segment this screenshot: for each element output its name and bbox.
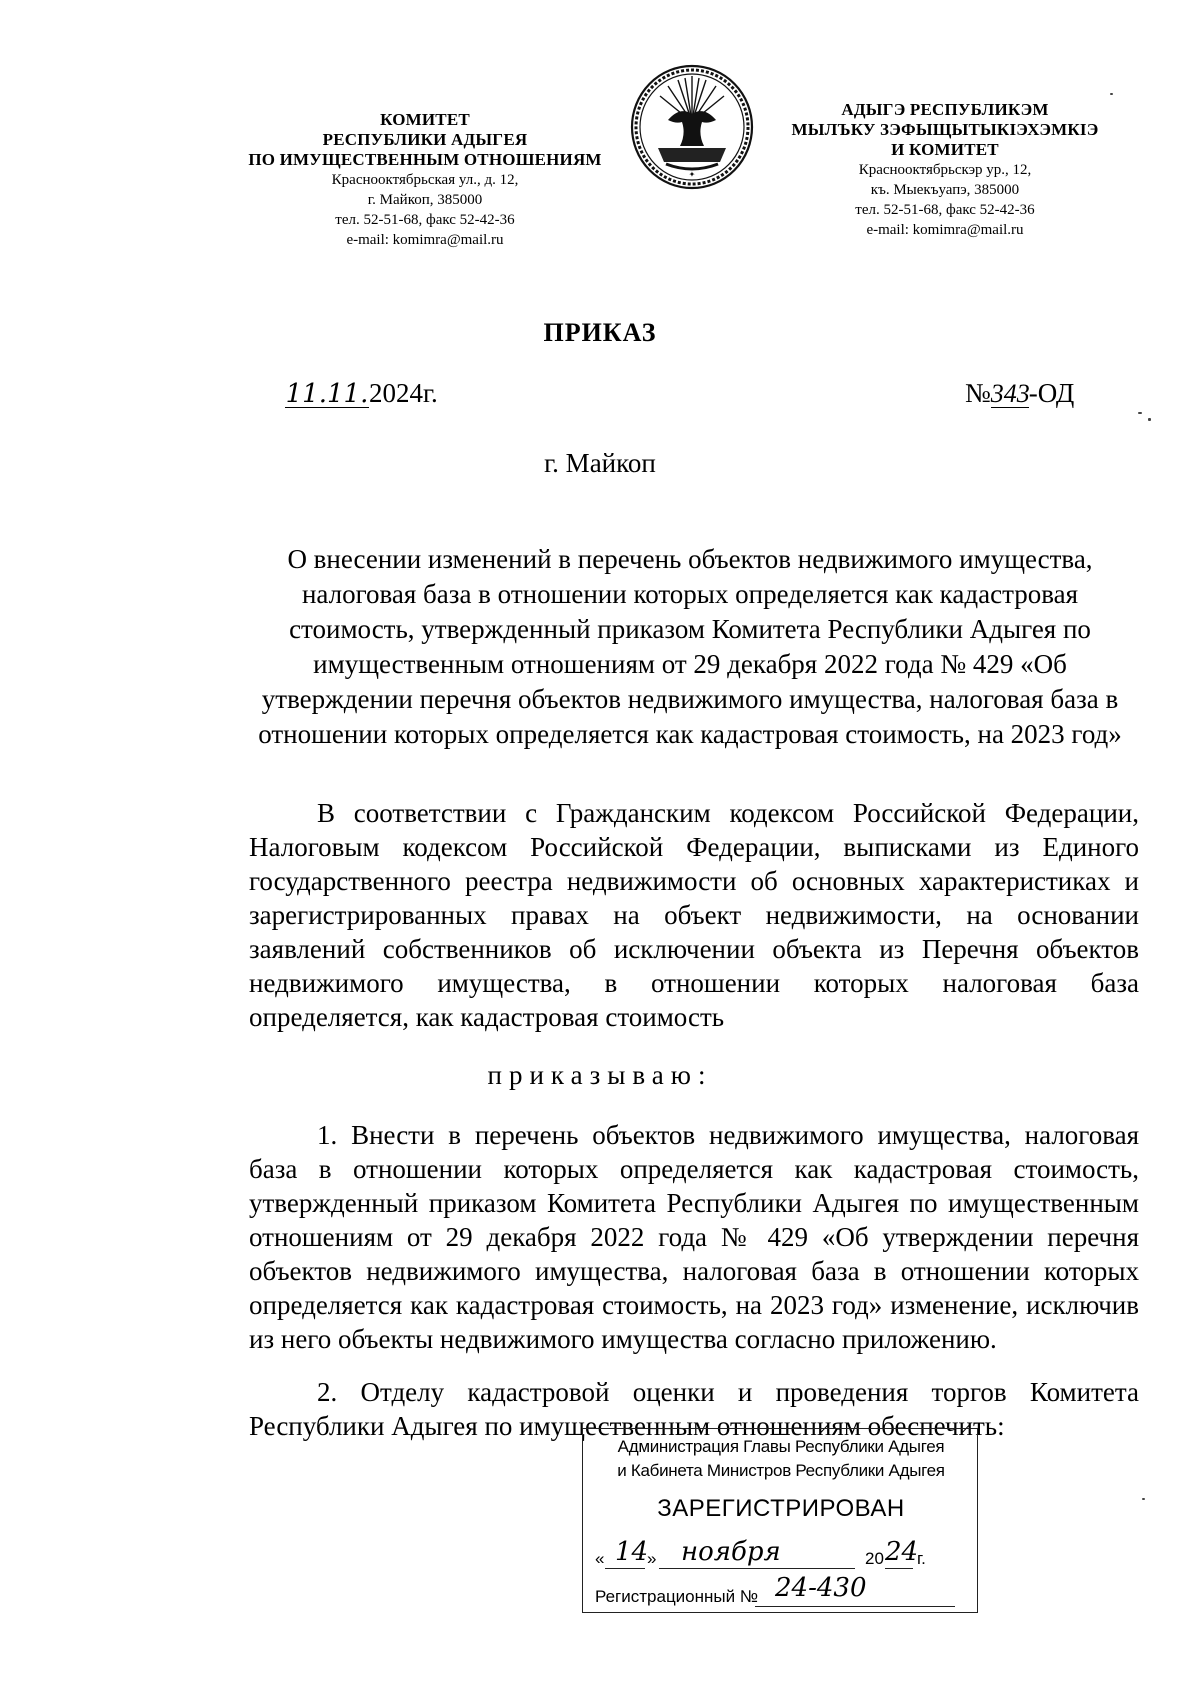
order-title: ПРИКАЗ	[543, 318, 657, 347]
order-directive-word: приказываю:	[487, 1060, 713, 1090]
header-right-line3: И КОМИТЕТ	[891, 140, 999, 159]
stamp-line2: и Кабинета Министров Республики Адыгея	[617, 1461, 945, 1480]
registration-stamp	[582, 1428, 978, 1613]
order-item-1: 1. Внести в перечень объектов недвижимого имущества, налоговая база в отношении которых определяется как кадастровая стоимость, утвержденный приказом Комитета Республики Адыгея по имущественным отношениям от 29 декабря 2022 года № 429 «Об утверждении перечня объектов недвижимого имущества, налоговая база в отношении которых определяется как кадастровая стоимость, на 2023 год» изменение, исключив из него объекты недвижимого имущества согласно приложению.	[249, 1120, 1139, 1354]
header-left-email: e-mail: komimra@mail.ru	[346, 232, 504, 248]
preamble-paragraph: В соответствии с Гражданским кодексом Российской Федерации, Налоговым кодексом Российской Федерации, выписками из Единого государственного реестра недвижимости об основных характеристиках и зарегистрированных правах на объект недвижимости, на основании заявлений собственников об исключении объекта из Перечня объектов недвижимого имущества, в отношении которых налоговая база определяется, как кадастровая стоимость	[249, 798, 1139, 1032]
order-subject: О внесении изменений в перечень объектов недвижимого имущества, налоговая база в отношении которых определяется как кадастровая стоимость, утвержденный приказом Комитета Республики Адыгея по имущественным отношениям от 29 декабря 2022 года № 429 «Об утверждении перечня объектов недвижимого имущества, налоговая база в отношении которых определяется как кадастровая стоимость, на 2023 год»	[258, 544, 1122, 749]
order-number-prefix: №	[965, 378, 991, 408]
order-item-2: 2. Отделу кадастровой оценки и проведения торгов Комитета Республики Адыгея по имущественным отношениям обеспечить:	[249, 1377, 1139, 1441]
stamp-line1: Администрация Главы Республики Адыгея	[617, 1437, 945, 1456]
order-number	[965, 378, 1074, 409]
header-right-line1: АДЫГЭ РЕСПУБЛИКЭМ	[841, 100, 1049, 119]
header-right-phone: тел. 52-51-68, факс 52-42-36	[855, 202, 1035, 218]
order-number-suffix: -ОД	[1028, 378, 1075, 408]
stamp-open-quote: «	[595, 1549, 605, 1568]
svg-text:✦: ✦	[688, 170, 696, 179]
stamp-year-unit: г.	[917, 1549, 926, 1568]
scan-speck	[1110, 93, 1113, 95]
header-right-email: e-mail: komimra@mail.ru	[866, 222, 1024, 238]
coat-of-arms-icon	[628, 62, 756, 192]
scan-speck	[1148, 418, 1151, 421]
stamp-status: ЗАРЕГИСТРИРОВАН	[657, 1495, 905, 1522]
header-right-line2: МЫЛЪКУ ЗЭФЫЩЫТЫКIЭХЭМКIЭ	[791, 120, 1099, 139]
order-date-handwritten: 11.11.	[285, 379, 369, 409]
stamp-date-line	[595, 1539, 967, 1573]
header-left-address: Краснооктябрьская ул., д. 12,	[331, 172, 519, 188]
header-right	[760, 100, 1130, 240]
stamp-year: 24	[885, 1537, 919, 1567]
scan-speck	[1142, 1498, 1145, 1500]
header-left-city: г. Майкоп, 385000	[367, 192, 483, 208]
stamp-reg-label: Регистрационный №	[595, 1587, 759, 1606]
stamp-year-prefix: 20	[865, 1549, 884, 1568]
header-left-line2: РЕСПУБЛИКИ АДЫГЕЯ	[322, 130, 528, 149]
header-left-line3: ПО ИМУЩЕСТВЕННЫМ ОТНОШЕНИЯМ	[248, 150, 602, 169]
order-date	[285, 378, 438, 409]
stamp-day: 14	[615, 1537, 649, 1567]
header-right-city: къ. Мыекъуапэ, 385000	[870, 182, 1020, 198]
stamp-close-quote: »	[647, 1549, 657, 1568]
stamp-number-line	[595, 1573, 967, 1609]
header-left-line1: КОМИТЕТ	[380, 110, 470, 129]
header-left	[225, 110, 625, 250]
order-city: г. Майкоп	[544, 448, 656, 478]
scan-speck	[1138, 412, 1142, 414]
stamp-reg-number: 24-430	[775, 1573, 867, 1603]
stamp-month: ноября	[681, 1537, 781, 1567]
order-number-handwritten: 343	[990, 379, 1030, 408]
order-date-year: 2024г.	[369, 378, 438, 408]
header-right-address: Краснооктябрьскэр ур., 12,	[858, 162, 1032, 178]
header-left-phone: тел. 52-51-68, факс 52-42-36	[335, 212, 515, 228]
